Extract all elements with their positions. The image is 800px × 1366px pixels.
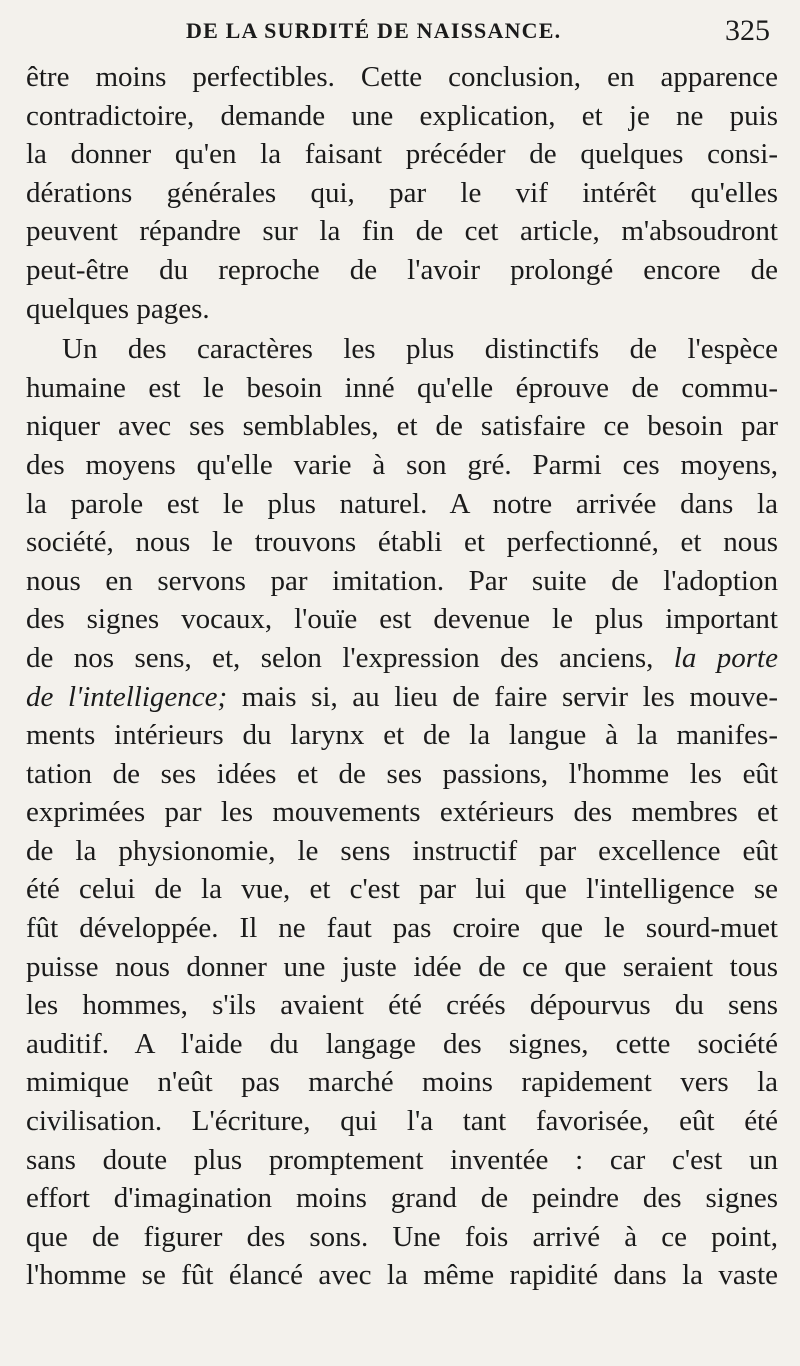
text-line: puisse nous donner une juste idée de ce que seraient tous <box>26 950 778 983</box>
text-line: nous en servons par imitation. Par suite de l'adoption <box>26 564 778 597</box>
text-line: la parole est le plus naturel. A notre arrivée dans la <box>26 487 778 520</box>
text-line: fût développée. Il ne faut pas croire que le sourd-muet <box>26 912 778 945</box>
running-title: DE LA SURDITÉ DE NAISSANCE. <box>186 18 562 43</box>
text-segment: mais si, au lieu de faire servir les mouve- <box>241 680 778 713</box>
text-line: société, nous le trouvons établi et perfectionné, et nous <box>26 526 778 559</box>
text-line: tation de ses idées et de ses passions, l'homme les eût <box>26 757 778 790</box>
text-line: que de figurer des sons. Une fois arrivé à ce point, <box>26 1220 778 1253</box>
text-segment: de nos sens, et, selon l'expression des anciens, <box>26 641 654 674</box>
text-line: auditif. A l'aide du langage des signes, cette société <box>26 1027 778 1060</box>
text-line: civilisation. L'écriture, qui l'a tant favorisée, eût été <box>26 1105 778 1138</box>
text-line: l'homme se fût élancé avec la même rapidité dans la vaste <box>26 1259 778 1292</box>
italic-phrase: la porte <box>673 641 778 674</box>
page-number: 325 <box>725 14 770 47</box>
text-line: être moins perfectibles. Cette conclusion, en apparence <box>26 61 778 93</box>
running-head <box>26 12 778 52</box>
text-line: quelques pages. <box>26 292 210 325</box>
text-line: ments intérieurs du larynx et de la langue à la manifes- <box>26 719 778 752</box>
text-line: des signes vocaux, l'ouïe est devenue le plus important <box>26 603 778 636</box>
text-line: des moyens qu'elle varie à son gré. Parmi ces moyens, <box>26 448 778 481</box>
text-line: peut-être du reproche de l'avoir prolongé encore de <box>26 253 778 286</box>
body-text <box>26 58 778 1295</box>
text-line: mimique n'eût pas marché moins rapidement vers la <box>26 1066 778 1099</box>
paragraph-1 <box>26 58 778 328</box>
text-line: exprimées par les mouvements extérieurs des membres et <box>26 796 778 829</box>
text-line: niquer avec ses semblables, et de satisfaire ce besoin par <box>26 410 778 443</box>
text-line: humaine est le besoin inné qu'elle éprouve de commu- <box>26 371 778 404</box>
text-line: peuvent répandre sur la fin de cet article, m'absoudront <box>26 215 778 248</box>
text-line: effort d'imagination moins grand de peindre des signes <box>26 1182 778 1215</box>
text-line: les hommes, s'ils avaient été créés dépourvus du sens <box>26 989 778 1022</box>
text-line: dérations générales qui, par le vif intérêt qu'elles <box>26 176 778 209</box>
text-line <box>26 678 778 717</box>
text-line: Un des caractères les plus distinctifs de l'espèce <box>62 333 778 366</box>
text-line: contradictoire, demande une explication, et je ne puis <box>26 99 778 132</box>
paragraph-2 <box>26 330 778 1295</box>
italic-phrase: de l'intelligence; <box>26 680 228 713</box>
text-line: de la physionomie, le sens instructif par excellence eût <box>26 834 778 867</box>
text-line: sans doute plus promptement inventée : car c'est un <box>26 1143 778 1176</box>
text-line: la donner qu'en la faisant précéder de quelques consi- <box>26 138 778 171</box>
text-line: été celui de la vue, et c'est par lui que l'intelligence se <box>26 873 778 906</box>
text-line <box>26 639 778 678</box>
